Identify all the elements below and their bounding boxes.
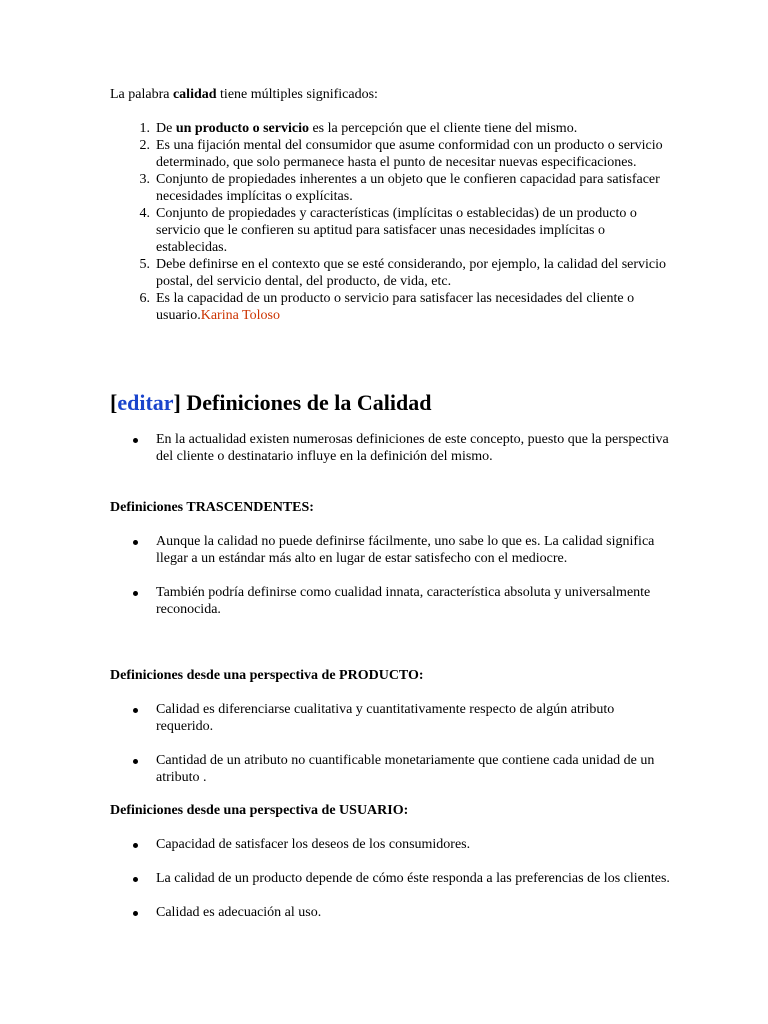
section-heading — [110, 389, 431, 417]
producto-list — [110, 701, 670, 786]
bullet-icon — [133, 708, 138, 713]
list-item — [110, 205, 670, 256]
bullet-icon — [133, 591, 138, 596]
intro-bold-word: calidad — [172, 87, 217, 102]
bullet-icon — [133, 438, 138, 443]
item-text: También podría definirse como cualidad innata, característica absoluta y universalmente reconocida. — [156, 585, 651, 617]
subheading-producto: Definiciones desde una perspectiva de PRODUCTO: — [110, 668, 424, 683]
item-text: Cantidad de un atributo no cuantificable monetariamente que contiene cada unidad de un atributo . — [156, 753, 655, 785]
list-item — [110, 431, 670, 465]
close-bracket: ] — [173, 390, 181, 415]
intro-prefix: La palabra — [110, 87, 173, 102]
item-text: Calidad es diferenciarse cualitativa y cuantitativamente respecto de algún atributo requerido. — [156, 702, 615, 734]
item-text: Es una fijación mental del consumidor que asume conformidad con un producto o servicio determinado, que solo permanece hasta el punto de necesitar nuevas especificaciones. — [156, 138, 663, 170]
list-item — [110, 752, 670, 786]
subheading-usuario: Definiciones desde una perspectiva de USUARIO: — [110, 803, 409, 818]
list-item — [110, 870, 670, 887]
bullet-icon — [133, 843, 138, 848]
usuario-list — [110, 836, 670, 921]
general-definitions-list — [110, 431, 670, 465]
list-item — [110, 171, 670, 205]
list-item — [110, 120, 670, 137]
item-text: es la percepción que el cliente tiene del mismo. — [308, 121, 578, 136]
list-number: 1. — [139, 121, 150, 136]
item-text: Conjunto de propiedades y características (implícitas o establecidas) de un producto o servicio que le confieren su aptitud para satisfacer unas necesidades implícitas o establecidas. — [156, 206, 637, 255]
author-name: Karina Toloso — [200, 308, 280, 323]
item-text: Calidad es adecuación al uso. — [156, 905, 322, 920]
list-item — [110, 584, 670, 618]
list-number: 2. — [139, 138, 150, 153]
bullet-icon — [133, 911, 138, 916]
item-text: Aunque la calidad no puede definirse fácilmente, uno sabe lo que es. La calidad significa llegar a un estándar más alto en lugar de estar satisfecho con el mediocre. — [156, 534, 655, 566]
item-text: Es la capacidad de un producto o servicio para satisfacer las necesidades del cliente o usuario. — [156, 291, 635, 323]
edit-link[interactable]: editar — [117, 390, 174, 415]
bullet-icon — [133, 540, 138, 545]
item-prefix: De — [156, 121, 176, 136]
list-number: 3. — [139, 172, 150, 187]
bullet-icon — [133, 877, 138, 882]
list-item — [110, 533, 670, 567]
list-item — [110, 137, 670, 171]
intro-paragraph — [110, 86, 378, 103]
meanings-list — [110, 120, 670, 324]
item-bold: un producto o servicio — [175, 121, 309, 136]
subheading-trascendentes: Definiciones TRASCENDENTES: — [110, 500, 314, 515]
bullet-icon — [133, 759, 138, 764]
list-number: 4. — [139, 206, 150, 221]
item-text: Debe definirse en el contexto que se esté considerando, por ejemplo, la calidad del servicio postal, del servicio dental, del producto, de vida, etc. — [156, 257, 667, 289]
list-item — [110, 290, 670, 324]
item-text: En la actualidad existen numerosas definiciones de este concepto, puesto que la perspectiva del cliente o destinatario influye en la definición del mismo. — [156, 432, 669, 464]
list-number: 6. — [139, 291, 150, 306]
list-item — [110, 701, 670, 735]
trascendentes-list — [110, 533, 670, 618]
intro-suffix: tiene múltiples significados: — [216, 87, 378, 102]
list-number: 5. — [139, 257, 150, 272]
list-item — [110, 256, 670, 290]
section-title: Definiciones de la Calidad — [180, 390, 432, 415]
item-text: Capacidad de satisfacer los deseos de los consumidores. — [156, 837, 471, 852]
item-text: Conjunto de propiedades inherentes a un objeto que le confieren capacidad para satisfacer necesidades implícitas o explícitas. — [156, 172, 660, 204]
item-text: La calidad de un producto depende de cómo éste responda a las preferencias de los clientes. — [156, 871, 670, 886]
open-bracket: [ — [110, 390, 118, 415]
list-item — [110, 836, 670, 853]
list-item — [110, 904, 670, 921]
